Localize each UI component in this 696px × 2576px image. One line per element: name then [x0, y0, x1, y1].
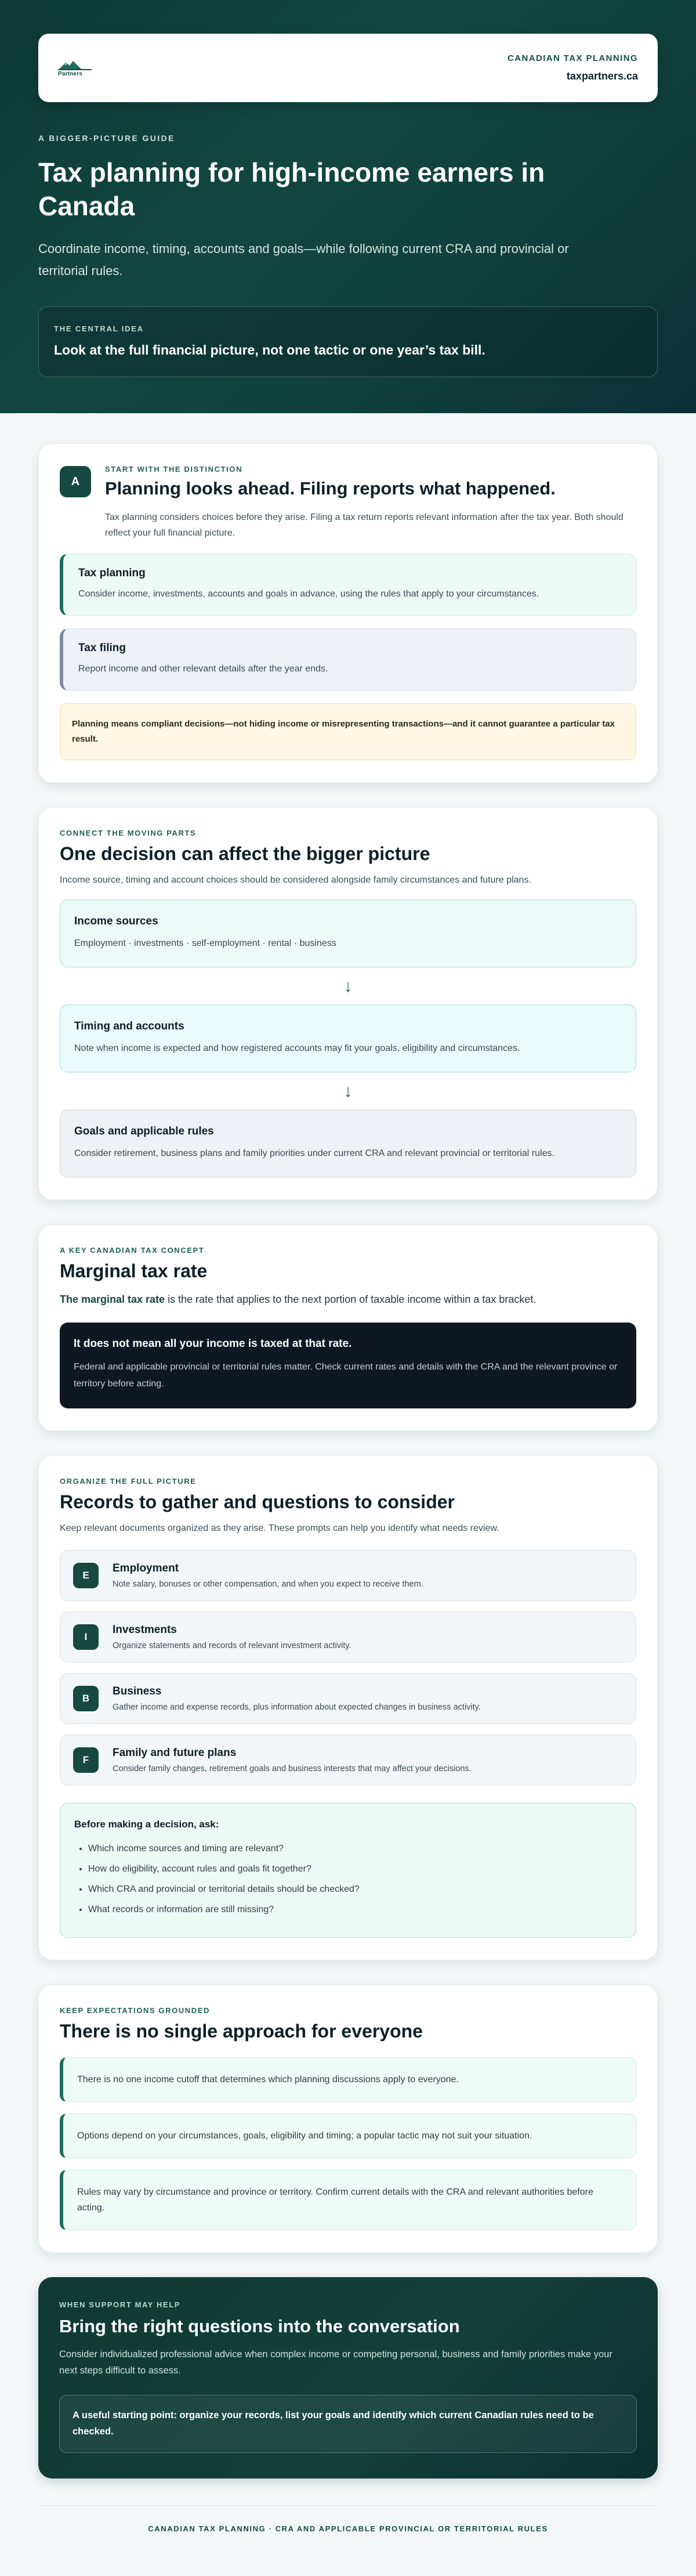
section-eyebrow: A KEY CANADIAN TAX CONCEPT [60, 1246, 205, 1255]
record-text: Organize statements and records of relevant investment activity. [113, 1641, 351, 1650]
marginal-definition [60, 1291, 636, 1307]
page-footer: CANADIAN TAX PLANNING · CRA AND APPLICABLE PROVINCIAL OR TERRITORIAL RULES [38, 2505, 658, 2553]
section-title: Marginal tax rate [60, 1260, 208, 1281]
questions-title: Before making a decision, ask: [74, 1819, 219, 1830]
record-badge: B [73, 1686, 99, 1711]
marginal-rate-card [38, 1224, 658, 1431]
grounded-card [38, 1985, 658, 2253]
section-eyebrow: CONNECT THE MOVING PARTS [60, 829, 197, 837]
record-title: Business [113, 1685, 162, 1697]
compliance-notice: Planning means compliant decisions—not hiding income or misrepresenting transactions—and it cannot guarantee a particular tax result. [60, 703, 636, 760]
logo-text: Partners [58, 71, 83, 77]
record-title: Family and future plans [113, 1747, 237, 1759]
caution-text: Federal and applicable provincial or territorial rules matter. Check current rates and details with the CRA and the relevant province or territory before acting. [74, 1362, 618, 1389]
distinction-card [38, 443, 658, 783]
record-badge: I [73, 1624, 99, 1650]
central-idea-text: Look at the full financial picture, not one tactic or one year’s tax bill. [54, 342, 485, 357]
connect-card [38, 807, 658, 1200]
section-description: Consider individualized professional advice when complex income or competing personal, business and family priorities make your next steps difficult to assess. [59, 2349, 612, 2376]
flow-step-goals [60, 1110, 636, 1177]
central-idea-eyebrow: THE CENTRAL IDEA [54, 324, 144, 333]
marginal-definition-text: is the rate that applies to the next portion of taxable income within a tax bracket. [165, 1294, 536, 1305]
section-title: There is no single approach for everyone [60, 2021, 423, 2042]
section-eyebrow: START WITH THE DISTINCTION [105, 465, 243, 474]
record-badge: E [73, 1563, 99, 1588]
support-card [38, 2277, 658, 2479]
record-item-employment [60, 1550, 636, 1601]
mountain-logo-icon [58, 59, 93, 70]
section-title: Planning looks ahead. Filing reports what happened. [105, 478, 556, 498]
record-item-investments [60, 1612, 636, 1663]
flow-step-text: Note when income is expected and how registered accounts may fit your goals, eligibility and circumstances. [74, 1043, 520, 1053]
section-description: Keep relevant documents organized as they arise. These prompts can help you identify what needs review. [60, 1523, 499, 1533]
hero-eyebrow: A BIGGER-PICTURE GUIDE [38, 133, 175, 143]
records-list [60, 1550, 636, 1786]
question-item: • Which income sources and timing are relevant? [88, 1838, 622, 1859]
record-item-family [60, 1735, 636, 1786]
record-text: Gather income and expense records, plus information about expected changes in business activity. [113, 1703, 481, 1712]
grounded-note: There is no one income cutoff that determines which planning discussions apply to everyone. [60, 2057, 636, 2102]
arrow-down-icon: ↓ [343, 1082, 353, 1101]
brand-block [507, 53, 638, 82]
questions-box [60, 1803, 636, 1938]
section-eyebrow: WHEN SUPPORT MAY HELP [59, 2300, 181, 2309]
flow-step-text: Employment · investments · self-employment · rental · business [74, 938, 336, 948]
logo[interactable] [58, 59, 93, 77]
tax-filing-panel [60, 628, 636, 691]
grounded-note: Options depend on your circumstances, goals, eligibility and timing; a popular tactic may not suit your situation. [60, 2113, 636, 2158]
section-title: One decision can affect the bigger picture [60, 843, 430, 864]
starting-point-box: A useful starting point: organize your records, list your goals and identify which current Canadian rules need to be checked. [59, 2395, 637, 2453]
flow-step-income [60, 899, 636, 967]
caution-title: It does not mean all your income is taxed at that rate. [74, 1338, 352, 1350]
hero-subtitle: Coordinate income, timing, accounts and goals—while following current CRA and provincial or territorial rules. [38, 241, 569, 278]
grounded-note: Rules may vary by circumstance and province or territory. Confirm current details with the CRA and relevant authorities before acting. [60, 2170, 636, 2230]
main-content [0, 413, 696, 2576]
section-eyebrow: ORGANIZE THE FULL PICTURE [60, 1477, 197, 1486]
flow-step-timing [60, 1005, 636, 1072]
flow-step-title: Goals and applicable rules [74, 1125, 214, 1137]
question-item: • Which CRA and provincial or territorial details should be checked? [88, 1879, 622, 1899]
section-badge: A [60, 466, 91, 497]
hero-section [0, 0, 696, 413]
questions-list [74, 1838, 622, 1920]
marginal-term: The marginal tax rate [60, 1294, 165, 1305]
top-bar [38, 34, 658, 102]
record-text: Note salary, bonuses or other compensation, and when you expect to receive them. [113, 1580, 423, 1589]
record-badge: F [73, 1747, 99, 1773]
question-item: • What records or information are still missing? [88, 1899, 622, 1920]
tax-planning-panel [60, 554, 636, 616]
record-text: Consider family changes, retirement goals and business interests that may affect your decisions. [113, 1764, 472, 1773]
section-title: Records to gather and questions to consider [60, 1491, 455, 1512]
panel-title: Tax planning [78, 567, 146, 579]
notes-list [60, 2057, 636, 2230]
panel-title: Tax filing [78, 642, 126, 654]
panel-text: Report income and other relevant details after the year ends. [78, 664, 328, 674]
section-description: Tax planning considers choices before they arise. Filing a tax return reports relevant information after the tax year. Both should reflect your full financial picture. [105, 512, 624, 538]
panel-text: Consider income, investments, accounts and goals in advance, using the rules that apply to your circumstances. [78, 589, 539, 599]
flow-step-title: Income sources [74, 915, 158, 927]
record-item-business [60, 1673, 636, 1724]
record-title: Employment [113, 1562, 179, 1574]
central-idea-box [38, 306, 658, 377]
records-card [38, 1455, 658, 1960]
flow-step-text: Consider retirement, business plans and family priorities under current CRA and relevant provincial or territorial rules. [74, 1148, 554, 1158]
section-description: Income source, timing and account choices should be considered alongside family circumstances and future plans. [60, 875, 531, 885]
page-title: Tax planning for high-income earners in Canada [38, 157, 545, 221]
question-item: • How do eligibility, account rules and goals fit together? [88, 1859, 622, 1879]
marginal-caution-box [60, 1323, 636, 1408]
brand-url-link[interactable]: taxpartners.ca [566, 70, 638, 82]
flow-step-title: Timing and accounts [74, 1020, 184, 1032]
brand-eyebrow: CANADIAN TAX PLANNING [507, 53, 638, 63]
section-eyebrow: KEEP EXPECTATIONS GROUNDED [60, 2006, 211, 2015]
arrow-down-icon: ↓ [343, 977, 353, 996]
record-title: Investments [113, 1624, 177, 1636]
section-title: Bring the right questions into the conversation [59, 2316, 460, 2336]
